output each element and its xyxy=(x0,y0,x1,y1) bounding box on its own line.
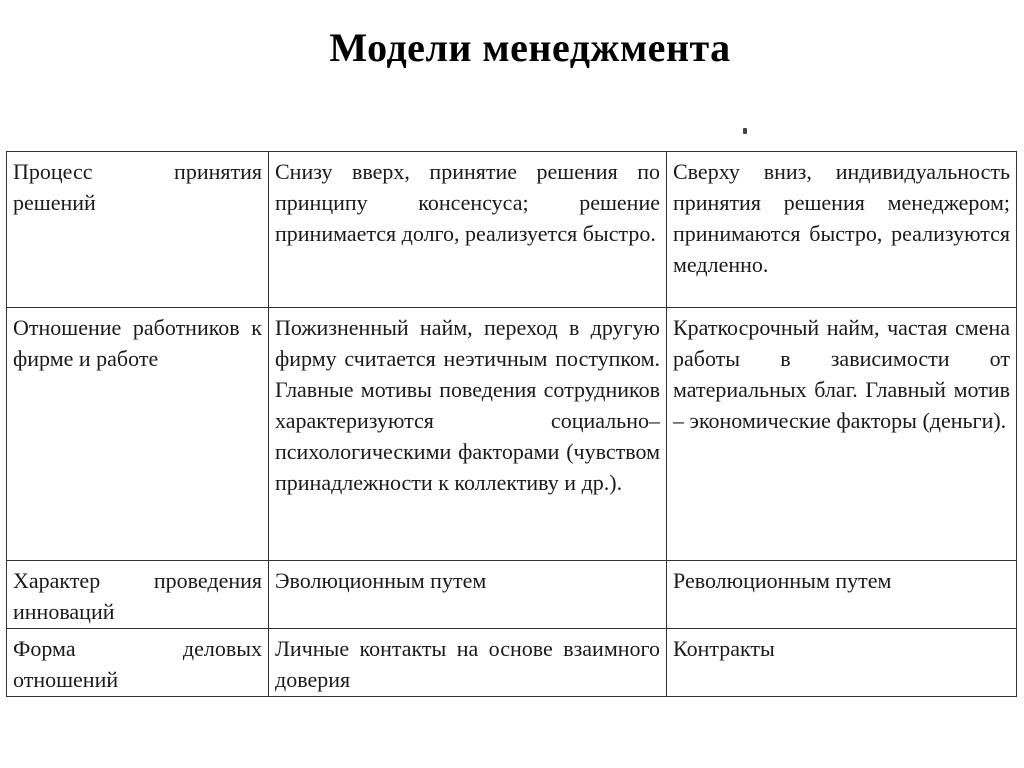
model-a-cell: Снизу вверх, принятие решения по принципу консенсуса; решение принимается долго, реализуется быстро. xyxy=(269,152,667,308)
table-row xyxy=(7,152,1017,308)
table-row xyxy=(7,308,1017,561)
criterion-cell: Характер проведения инноваций xyxy=(7,561,269,629)
model-a-cell: Личные контакты на основе взаимного доверия xyxy=(269,629,667,697)
criterion-cell: Процесс принятия решений xyxy=(7,152,269,308)
model-b-cell: Контракты xyxy=(667,629,1017,697)
table-row xyxy=(7,629,1017,697)
criterion-cell: Отношение работников к фирме и работе xyxy=(7,308,269,561)
management-models-table xyxy=(6,151,1017,697)
model-b-cell: Краткосрочный найм, частая смена работы в зависимости от материальных благ. Главный мотив – экономические факторы (деньги). xyxy=(667,308,1017,561)
stray-mark xyxy=(743,128,747,134)
slide-title: Модели менеджмента xyxy=(329,25,731,70)
table-row xyxy=(7,561,1017,629)
model-a-cell: Эволюционным путем xyxy=(269,561,667,629)
model-a-cell: Пожизненный найм, переход в другую фирму считается неэтичным поступком. Главные мотивы поведения сотрудников характеризуются социально–психологическими факторами (чувством принадлежности к коллективу и др.). xyxy=(269,308,667,561)
model-b-cell: Сверху вниз, индивидуальность принятия решения менеджером; принимаются быстро, реализуются медленно. xyxy=(667,152,1017,308)
criterion-cell: Форма деловых отношений xyxy=(7,629,269,697)
model-b-cell: Революционным путем xyxy=(667,561,1017,629)
